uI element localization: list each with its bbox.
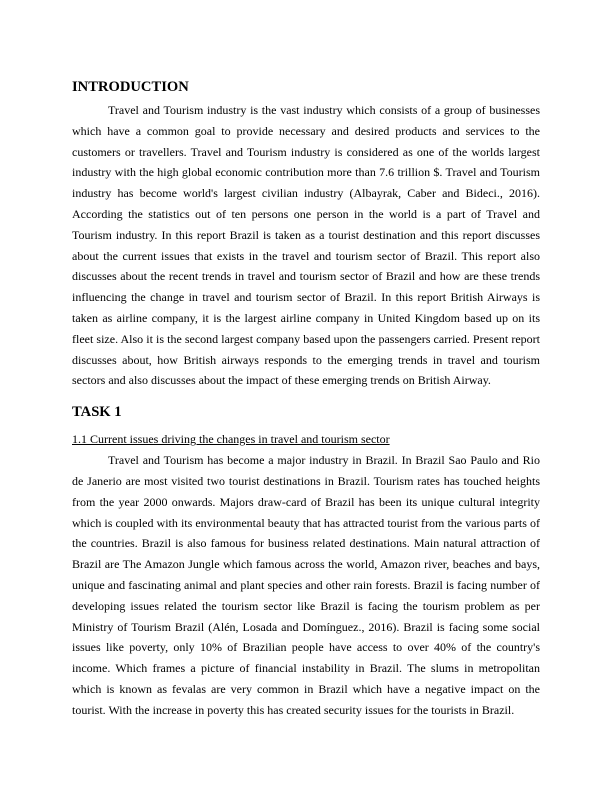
- task1-heading: TASK 1: [72, 404, 122, 421]
- introduction-heading: INTRODUCTION: [72, 79, 189, 95]
- task1-paragraph: Travel and Tourism has become a major industry in Brazil. In Brazil Sao Paulo and Rio de Janerio are most visited two tourist destinations in Brazil. Tourism rates has touched heights from the year 2000 onwards. Majors draw-card of Brazil has been its unique cultural integrity which is coupled with its environmental beauty that has attracted tourist from the various parts of the countries. Brazil is also famous for business related destinations. Main natural attraction of Brazil are The Amazon Jungle which famous across the world, Amazon river, beaches and bays, unique and fascinating animal and plant species and other rain forests. Brazil is facing number of developing issues related the tourism sector like Brazil is facing the tourism problem as per Ministry of Tourism Brazil (Alén, Losada and Domínguez., 2016). Brazil is facing some social issues like poverty, only 10% of Brazilian people have access to over 40% of the country's income. Which frames a picture of financial instability in Brazil. The slums in metropolitan which is known as fevalas are very common in Brazil which have a negative impact on the tourist. With the increase in poverty this has created security issues for the tourists in Brazil.: [72, 453, 540, 717]
- document-page: [72, 78, 540, 721]
- introduction-paragraph: Travel and Tourism industry is the vast industry which consists of a group of businesses which have a common goal to provide necessary and desired products and services to the customers or travellers. Travel and Tourism industry is considered as one of the worlds largest industry with the high global economic contribution more than 7.6 trillion $. Travel and Tourism industry has become world's largest civilian industry (Albayrak, Caber and Bideci., 2016). According the statistics out of ten persons one person in the world is a part of Travel and Tourism industry. In this report Brazil is taken as a tourist destination and this report discusses about the current issues that exists in the travel and tourism sector of Brazil. This report also discusses about the recent trends in travel and tourism sector of Brazil and how are these trends influencing the change in travel and tourism sector of Brazil. In this report British Airways is taken as airline company, it is the largest airline company in United Kingdom based up on its fleet size. Also it is the second largest company based upon the passengers carried. Present report discusses about, how British airways responds to the emerging trends in travel and tourism sectors and also discusses about the impact of these emerging trends on British Airway.: [72, 103, 540, 388]
- task1-subheading: 1.1 Current issues driving the changes in travel and tourism sector: [72, 432, 390, 447]
